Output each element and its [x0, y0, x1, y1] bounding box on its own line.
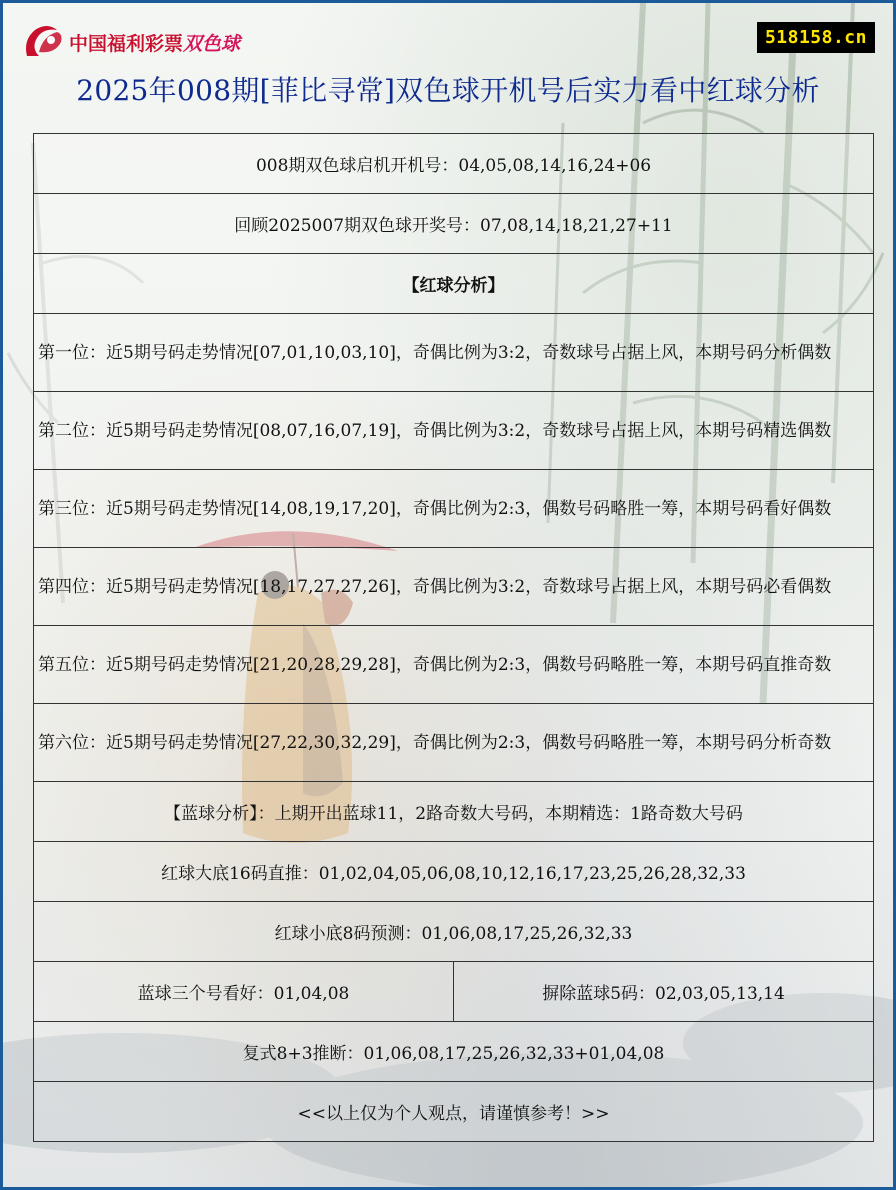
fushi-8-3: 复式8+3推断：01,06,08,17,25,26,32,33+01,04,08 — [34, 1022, 874, 1082]
red-8-picks: 红球小底8码预测：01,06,08,17,25,26,32,33 — [34, 902, 874, 962]
position-1-analysis: 第一位：近5期号码走势情况[07,01,10,03,10]，奇偶比例为3:2，奇数球号占据上风，本期号码分析偶数 — [34, 314, 874, 392]
table-row — [34, 782, 874, 842]
previous-draw: 回顾2025007期双色球开奖号：07,08,14,18,21,27+11 — [34, 194, 874, 254]
site-badge[interactable]: 518158.cn — [757, 22, 875, 53]
table-row — [34, 254, 874, 314]
table-row — [34, 548, 874, 626]
position-2-analysis: 第二位：近5期号码走势情况[08,07,16,07,19]，奇偶比例为3:2，奇数球号占据上风，本期号码精选偶数 — [34, 392, 874, 470]
logo-text — [69, 29, 240, 56]
table-row — [34, 902, 874, 962]
table-row — [34, 134, 874, 194]
blue-3-picks: 蓝球三个号看好：01,04,08 — [34, 962, 454, 1022]
red-16-picks: 红球大底16码直推：01,02,04,05,06,08,10,12,16,17,23,25,26,28,32,33 — [34, 842, 874, 902]
table-row — [34, 626, 874, 704]
logo-text-main: 中国福利彩票 — [69, 32, 184, 55]
table-row — [34, 470, 874, 548]
table-row — [34, 194, 874, 254]
analysis-table — [33, 133, 874, 1142]
position-6-analysis: 第六位：近5期号码走势情况[27,22,30,32,29]，奇偶比例为2:3，偶数号码略胜一筹，本期号码分析奇数 — [34, 704, 874, 782]
blue-kill-5: 摒除蓝球5码：02,03,05,13,14 — [454, 962, 874, 1022]
table-row — [34, 842, 874, 902]
lottery-logo — [21, 21, 240, 63]
kaiji-numbers: 008期双色球启机开机号：04,05,08,14,16,24+06 — [34, 134, 874, 194]
table-row — [34, 1022, 874, 1082]
lottery-logo-icon — [21, 22, 65, 62]
position-3-analysis: 第三位：近5期号码走势情况[14,08,19,17,20]，奇偶比例为2:3，偶数号码略胜一筹，本期号码看好偶数 — [34, 470, 874, 548]
red-ball-heading: 【红球分析】 — [34, 254, 874, 314]
table-row — [34, 962, 874, 1022]
table-row — [34, 704, 874, 782]
blue-ball-analysis: 【蓝球分析】：上期开出蓝球11，2路奇数大号码，本期精选：1路奇数大号码 — [34, 782, 874, 842]
table-row — [34, 1082, 874, 1142]
position-5-analysis: 第五位：近5期号码走势情况[21,20,28,29,28]，奇偶比例为2:3，偶数号码略胜一筹，本期号码直推奇数 — [34, 626, 874, 704]
logo-text-ssq: 双色球 — [183, 32, 241, 55]
disclaimer: <<以上仅为个人观点，请谨慎参考！>> — [34, 1082, 874, 1142]
table-row — [34, 314, 874, 392]
position-4-analysis: 第四位：近5期号码走势情况[18,17,27,27,26]，奇偶比例为3:2，奇数球号占据上风，本期号码必看偶数 — [34, 548, 874, 626]
table-row — [34, 392, 874, 470]
page-title: 2025年008期[菲比寻常]双色球开机号后实力看中红球分析 — [76, 74, 820, 107]
